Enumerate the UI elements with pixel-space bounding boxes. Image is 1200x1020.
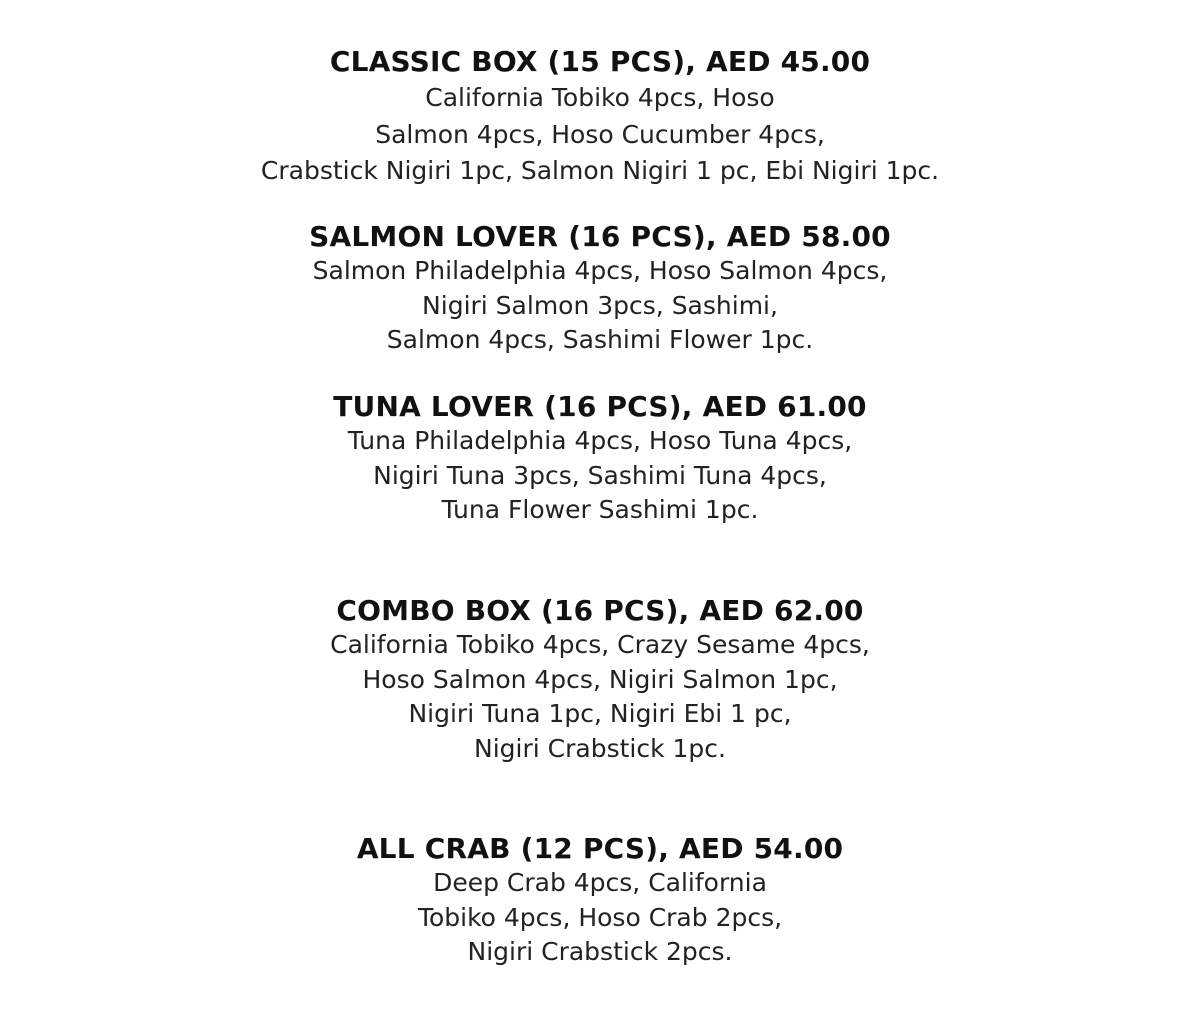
menu-item-combo-box [0,594,1200,766]
item-description-line: Tuna Flower Sashimi 1pc. [441,495,759,524]
item-description-line: Nigiri Tuna 1pc, Nigiri Ebi 1 pc, [408,699,792,728]
item-description-line: California Tobiko 4pcs, Hoso [425,83,775,112]
item-description-line: California Tobiko 4pcs, Crazy Sesame 4pcs, [330,630,870,659]
item-title: TUNA LOVER (16 PCS), AED 61.00 [333,390,867,423]
menu-item-classic-box [0,44,1200,190]
item-description-line: Nigiri Crabstick 2pcs. [467,937,733,966]
item-description-line: Nigiri Tuna 3pcs, Sashimi Tuna 4pcs, [373,460,827,490]
item-description-line: Nigiri Salmon 3pcs, Sashimi, [422,290,778,320]
item-description-line: Crabstick Nigiri 1pc, Salmon Nigiri 1 pc, Ebi Nigiri 1pc. [260,156,940,185]
menu-item-tuna-lover [0,390,1200,528]
menu-item-salmon-lover [0,220,1200,358]
item-title: CLASSIC BOX (15 PCS), AED 45.00 [329,45,871,78]
item-description-line: Tuna Philadelphia 4pcs, Hoso Tuna 4pcs, [347,426,853,455]
item-description-line: Nigiri Crabstick 1pc. [474,733,726,763]
item-description-line: Salmon 4pcs, Hoso Cucumber 4pcs, [375,119,825,149]
item-title: ALL CRAB (12 PCS), AED 54.00 [356,832,844,865]
menu-item-all-crab [0,832,1200,970]
item-description-line: Tobiko 4pcs, Hoso Crab 2pcs, [417,902,783,932]
item-description-line: Salmon Philadelphia 4pcs, Hoso Salmon 4pcs, [312,256,888,285]
item-description-line: Hoso Salmon 4pcs, Nigiri Salmon 1pc, [362,664,838,694]
item-description-line: Salmon 4pcs, Sashimi Flower 1pc. [386,325,814,354]
item-title: SALMON LOVER (16 PCS), AED 58.00 [309,220,891,253]
item-title: COMBO BOX (16 PCS), AED 62.00 [336,594,864,627]
item-description-line: Deep Crab 4pcs, California [433,868,767,897]
